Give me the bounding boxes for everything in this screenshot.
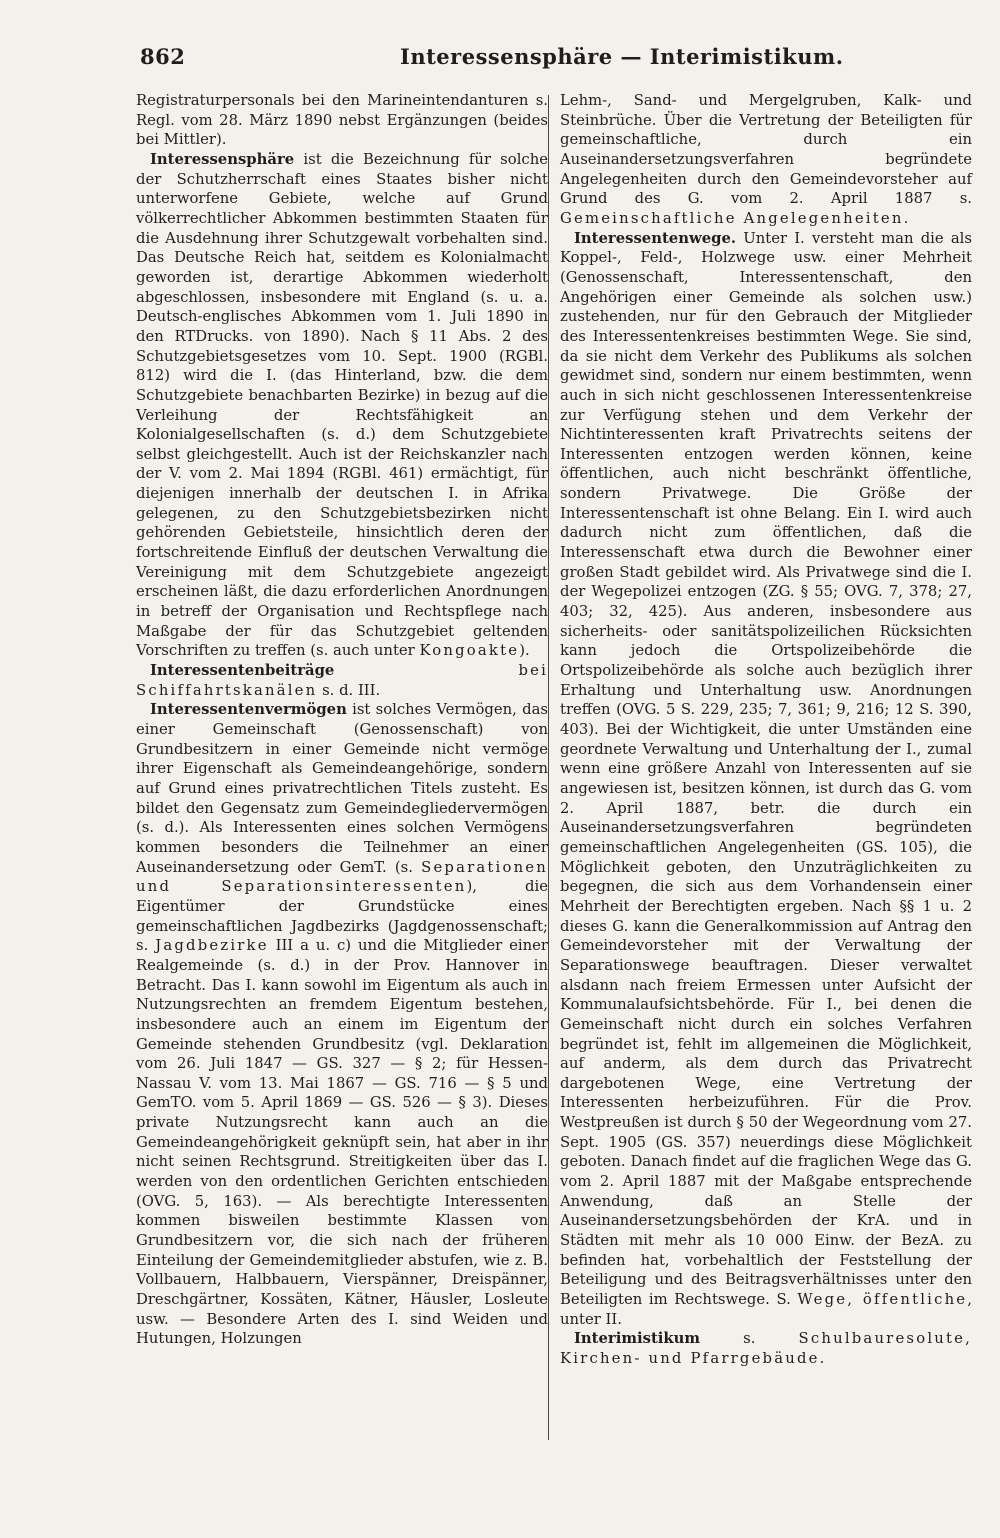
entry-headword: Interimistikum — [574, 1330, 701, 1348]
entry-text: Unter I. versteht man die als Koppel-, Feld-, Holzwege usw. einer Mehrheit (Genossenschaft, Interessentenschaft, den Angehörigen einer Gemeinde als solchen usw.) zustehenden, nur für den Gebrauch der Mitglieder des Interessentenkreises bestimmten Wege. Sie sind, da sie nicht dem Verkehr des Publikums als solchen gewidmet sind, sondern nur einem bestimmten, wenn auch in sich nicht geschlossenen Interessentenkreise zur Verfügung stehen und dem Verkehr der Nichtinteressenten kraft Privatrechts seitens der Interessenten entzogen werden können, keine öffentlichen, auch nicht beschränkt öffentliche, sondern Privatwege. Die Größe der Interessentenschaft ist ohne Belang. Ein I. wird auch dadurch nicht zum öffentlichen, daß die Interessenschaft etwa durch die Bewohner einer großen Stadt gebildet wird. Als Privatwege sind die I. der Wegepolizei entzogen (ZG. § 55; OVG. 7, 378; 27, 403; 32, 425). Aus anderen, insbesondere aus sicherheits- oder sanitätspolizeilichen Rücksichten kann jedoch die Ortspolizeibehörde die Ortspolizeibehörde als solche auch bezüglich ihrer Erhaltung und Unterhaltung usw. Anordnungen treffen (OVG. 5 S. 229, 235; 7, 361; 9, 216; 12 S. 390, 403). Bei der Wichtigkeit, die unter Umständen eine geordnete Verwaltung und Unterhaltung der I., zumal wenn eine größere Anzahl von Interessenten auf sie angewiesen ist, besitzen können, ist durch das G. vom 2. April 1887, betr. die durch ein Auseinandersetzungsverfahren begründeten gemeinschaftlichen Angelegenheiten (GS. 105), die Möglichkeit geboten, den Unzuträglichkeiten zu begegnen, die sich aus dem Vorhandensein einer Mehrheit der Berechtigten ergeben. Nach §§ 1 u. 2 dieses G. kann die Generalkommission auf Antrag den Gemeindevorsteher mit der Verwaltung der Separationswege beauftragen. Dieser verwaltet alsdann nach freiem Ermessen unter Aufsicht der Kommunalaufsichtsbehörde. Für I., bei denen die Gemeinschaft nicht durch ein solches Verfahren begründet ist, fehlt im allgemeinen die Möglichkeit, auf anderm, als dem durch das Privatrecht dargebotenen Wege, eine Vertretung der Interessenten herbeizuführen. Für die Prov. Westpreußen ist durch § 50 der Wegeordnung vom 27. Sept. 1905 (GS. 357) neuerdings diese Möglichkeit geboten. Danach findet auf die fraglichen Wege das G. vom 2. April 1887 mit der Maßgabe entsprechende Anwendung, daß an Stelle der Auseinandersetzungsbehörden der KrA. und in Städten mit mehr als 10 000 Einw. der BezA. zu befinden hat, vorbehaltlich der Feststellung der Beteiligung und des Beitragsverhältnisses unter den Beteiligten im Rechtswege. S. — [560, 229, 972, 1309]
entry-text: ), die Eigentümer der Grundstücke eines gemeinschaftlichen Jagdbezirks (Jagdgenossenschaft; s. — [136, 878, 548, 955]
column-divider — [548, 95, 549, 1440]
entry-text: . — [903, 209, 909, 227]
entry-text: . — [819, 1350, 825, 1367]
entry-headword: Interessentenbeiträge — [150, 662, 335, 680]
entry-interessensphaere — [136, 150, 548, 661]
entry-interimistikum — [560, 1329, 972, 1368]
entry-text: s. — [700, 1330, 799, 1348]
cross-reference: Gemeinschaftliche Angelegenheiten — [560, 209, 904, 227]
cross-reference: Jagdbezirke — [155, 937, 269, 955]
entry-interessentenwege — [560, 229, 972, 1330]
continuation-paragraph: Registraturpersonals bei den Marineintendanturen s. Regl. vom 28. März 1890 nebst Ergänzungen (beides bei Mittler). — [136, 92, 548, 149]
cross-reference: Schulbauresolute, Kirchen- und Pfarrgebäude — [560, 1330, 972, 1367]
entry-text: Lehm-, Sand- und Mergelgruben, Kalk- und Steinbrüche. Über die Vertretung der Beteiligten für gemeinschaftliche, durch ein Auseinandersetzungsverfahren begründete Angelegenheiten durch den Gemeindevorsteher auf Grund des G. vom 2. April 1887 s. — [560, 92, 972, 208]
entry-text: III a u. c) und die Mitglieder einer Realgemeinde (s. d.) in der Prov. Hannover in Betracht. Das I. kann sowohl im Eigentum als auch in Nutzungsrechten an fremdem Eigentum bestehen, insbesondere auch an einem im Eigentum der Gemeinde stehenden Grundbesitz (vgl. Deklaration vom 26. Juli 1847 — GS. 327 — § 2; für Hessen-Nassau V. vom 13. Mai 1867 — GS. 716 — § 5 und GemTO. vom 5. April 1869 — GS. 526 — § 3). Dieses private Nutzungsrecht kann auch an die Gemeindeangehörigkeit geknüpft sein, hat aber in ihr nicht seinen Rechtsgrund. Streitigkeiten über das I. werden von den ordentlichen Gerichten entschieden (OVG. 5, 163). — Als berechtigte Interessenten kommen bisweilen bestimmte Klassen von Grundbesitzern vor, die sich nach der früheren Einteilung der Gemeindemitglieder abstufen, wie z. B. Vollbauern, Halbbauern, Vierspänner, Dreispänner, Dreschgärtner, Kossäten, Kätner, Häusler, Losleute usw. — Besondere Arten des I. sind Weiden und Hutungen, Holzungen — [136, 937, 548, 1348]
entry-text: ). — [519, 642, 530, 660]
continuation-paragraph — [560, 91, 972, 229]
entry-headword: Interessentenvermögen — [150, 701, 347, 719]
cross-reference: Wege, öffentliche — [797, 1291, 968, 1309]
entry-text: ist die Bezeichnung für solche der Schutzherrschaft eines Staates bisher nicht unterworfene Gebiete, welche auf Grund völkerrechtlicher Abkommen bestimmten Staaten für die Ausdehnung ihrer Schutzgewalt vorbehalten sind. Das Deutsche Reich hat, seitdem es Kolonialmacht geworden ist, derartige Abkommen wiederholt abgeschlossen, insbesondere mit England (s. u. a. Deutsch-englisches Abkommen vom 1. Juli 1890 in den RTDrucks. von 1890). Nach § 11 Abs. 2 des Schutzgebietsgesetzes vom 10. Sept. 1900 (RGBl. 812) wird die I. (das Hinterland, bzw. die dem Schutzgebiete benachbarten Bezirke) in bezug auf die Verleihung der Rechtsfähigkeit an Kolonialgesellschaften (s. d.) dem Schutzgebiete selbst gleichgestellt. Auch ist der Reichskanzler nach der V. vom 2. Mai 1894 (RGBl. 461) ermächtigt, für diejenigen innerhalb der deutschen I. in Afrika gelegenen, zu den Schutzgebietsbezirken nicht gehörenden Gebietsteile, hinsichtlich deren der fortschreitende Einfluß der deutschen Verwaltung die Vereinigung mit dem Schutzgebiete angezeigt erscheinen läßt, die dazu erforderlichen Anordnungen in betreff der Organisation und Rechtspflege nach Maßgabe der für das Schutzgebiet geltenden Vorschriften zu treffen (s. auch unter — [136, 150, 548, 660]
cross-reference: bei Schiffahrtskanälen — [136, 662, 548, 699]
entry-text: ist solches Vermögen, das einer Gemeinschaft (Genossenschaft) von Grundbesitzern in einer Gemeinde nicht vermöge ihrer Eigenschaft als Gemeindeangehörige, sondern auf Grund eines privatrechtlichen Titels zusteht. Es bildet den Gegensatz zum Gemeindegliedervermögen (s. d.). Als Interessenten eines solchen Vermögens kommen besonders die Teilnehmer an einer Auseinandersetzung oder GemT. (s. — [136, 701, 548, 876]
left-column — [136, 91, 548, 1349]
entry-text: s. d. III. — [317, 681, 381, 699]
entry-headword: Interessensphäre — [150, 150, 295, 168]
right-column — [560, 91, 972, 1369]
running-title: Interessensphäre — Interimistikum. — [400, 44, 844, 69]
entry-headword: Interessentenwege. — [574, 229, 737, 247]
cross-reference: Separationen und Separationsinteressenten — [136, 858, 548, 896]
entry-interessentenbeitraege — [136, 661, 548, 700]
page-number: 862 — [140, 44, 186, 69]
entry-interessentenvermoegen — [136, 700, 548, 1349]
entry-text: , unter II. — [560, 1291, 972, 1328]
cross-reference: Kongoakte — [419, 642, 520, 660]
